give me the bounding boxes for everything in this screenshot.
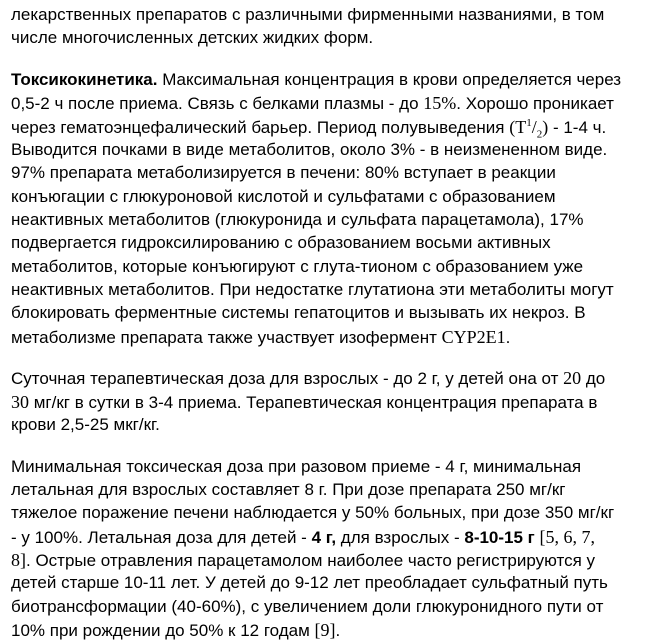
text-line <box>11 414 160 436</box>
number: 15% <box>423 93 457 113</box>
text-line <box>11 479 565 501</box>
number: 20 <box>563 368 582 388</box>
formula-sub: 2 <box>536 128 543 141</box>
text-line <box>11 69 621 91</box>
text-line <box>11 391 597 413</box>
text-line <box>11 619 340 641</box>
text: препарата метаболизируется в печени: 80% вступает в реакции <box>45 163 556 182</box>
text: метаболизме препарата также участвует изофермент <box>11 328 442 347</box>
text: для взрослых - <box>336 528 465 547</box>
text: 10% при рождении до 50% к 12 годам <box>11 621 315 640</box>
text: 17% <box>549 210 584 229</box>
text-line <box>11 302 586 324</box>
text: . <box>335 621 341 640</box>
half-life-formula <box>509 117 549 141</box>
text-line <box>11 232 551 254</box>
text: блокировать ферментные системы гепатоцитов и вызывать их некроз. В <box>11 303 586 322</box>
text-line <box>11 549 595 571</box>
text: конъюгации с глюкуроновой кислотой и сульфатами с образованием <box>11 187 556 206</box>
text-line <box>11 596 603 618</box>
text: . <box>505 328 511 347</box>
text: детей старше 10-11 лет. У детей до 9-12 лет преобладает сульфатный путь <box>11 573 608 592</box>
text-line <box>11 326 510 348</box>
text-line <box>11 92 614 114</box>
text: неактивных метаболитов (глюкуронида и сульфата парацетамола), <box>11 210 550 229</box>
adult-lethal-dose: 8-10-15 г <box>464 528 535 547</box>
formula-part: (T <box>509 117 527 137</box>
text-line <box>11 139 607 161</box>
text: метаболитов, которые конъюгируют с глута-тионом с образованием уже <box>11 257 584 276</box>
text: биотрансформации (40-60%), с увеличением доли глюкуронидного пути от <box>11 597 604 616</box>
text: подвергается гидроксилированию с образованием восьми активных <box>11 233 551 252</box>
text: числе многочисленных детских жидких форм. <box>11 28 374 47</box>
text-line <box>11 279 614 301</box>
text-line <box>11 572 608 594</box>
text-line <box>11 526 595 548</box>
text-line <box>11 502 614 524</box>
text: крови 2,5-25 мкг/кг. <box>11 415 160 434</box>
text: 0,5-2 ч после приема. Связь с белками плазмы - до <box>11 94 424 113</box>
text: 97% <box>11 163 46 182</box>
text: неактивных метаболитов. При недостатке глутатиона эти метаболиты могут <box>11 280 614 299</box>
text: Выводится почками в виде метаболитов, около 3% - в неизмененном виде. <box>11 140 608 159</box>
text-line <box>11 209 584 231</box>
text: через гематоэнцефалический барьер. Период полувыведения <box>11 118 510 137</box>
section-heading: Токсикокинетика. <box>11 70 158 89</box>
text: . Острые отравления парацетамолом наиболее часто регистрируются у <box>26 551 596 570</box>
text: Минимальная токсическая доза при разовом приеме - 4 г, минимальная <box>11 457 582 476</box>
text-line <box>11 162 556 184</box>
enzyme-name: CYP2E1 <box>441 327 506 347</box>
formula-sup: 1 <box>526 117 532 129</box>
text: мг/кг в сутки в 3-4 приема. Терапевтическая концентрация препарата в <box>29 393 598 412</box>
formula-slash: / <box>531 117 537 137</box>
text: летальная для взрослых составляет 8 г. При дозе препарата 250 мг/кг <box>11 480 566 499</box>
child-lethal-dose: 4 г, <box>311 528 337 547</box>
text-line <box>11 27 373 49</box>
text: . Хорошо проникает <box>456 94 614 113</box>
text-line <box>11 256 583 278</box>
text: - 1-4 ч. <box>548 118 607 137</box>
number: 30 <box>11 392 29 412</box>
text-line <box>11 186 556 208</box>
text: лекарственных препаратов с различными фирменными названиями, в том <box>11 5 605 24</box>
text-line <box>11 116 607 141</box>
text-line <box>11 4 604 26</box>
text-line <box>11 367 605 389</box>
text: - у 100%. Летальная доза для детей - <box>11 528 312 547</box>
citation: [5, 6, 7, <box>539 527 595 547</box>
text: тяжелое поражение печени наблюдается у 50% больных, при дозе 350 мг/кг <box>11 503 615 522</box>
citation: [9] <box>314 620 336 640</box>
text: Суточная терапевтическая доза для взрослых - до 2 г, у детей она от <box>11 369 564 388</box>
citation: 8] <box>11 550 26 570</box>
text-line <box>11 456 581 478</box>
text: Максимальная концентрация в крови определяется через <box>157 70 622 89</box>
formula-close: ) <box>542 117 549 137</box>
text: до <box>581 369 606 388</box>
